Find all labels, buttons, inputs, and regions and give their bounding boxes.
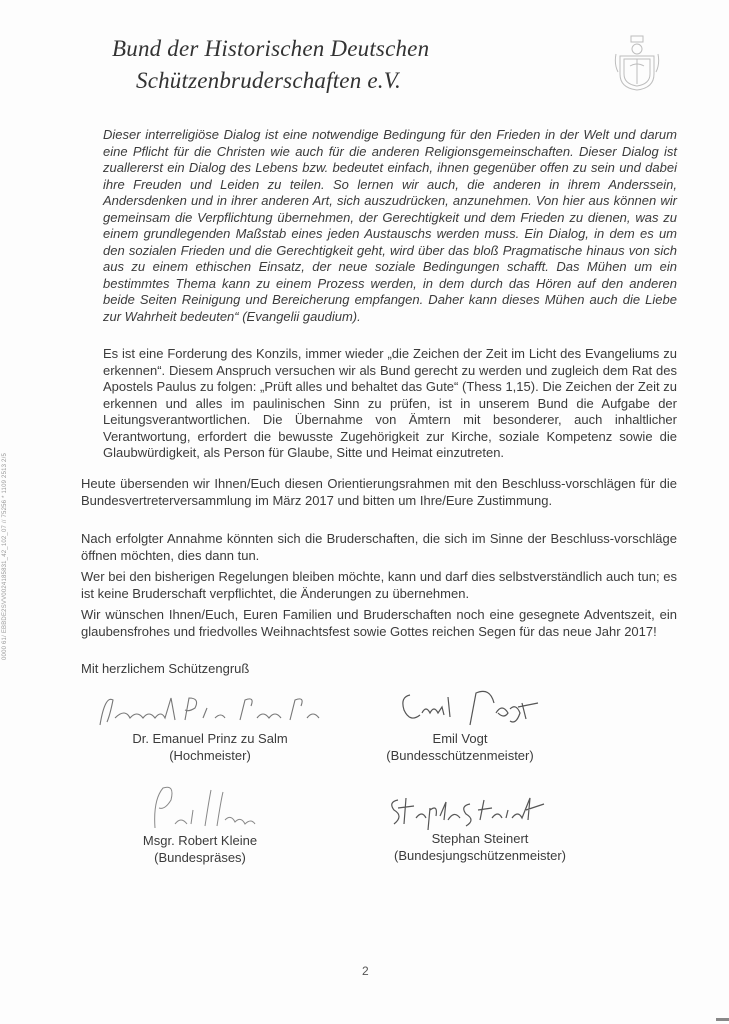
- signature-salm: [85, 690, 335, 730]
- signatory-name: Stephan Steinert: [431, 831, 529, 846]
- signatory-role: (Bundesjungschützenmeister): [394, 848, 566, 863]
- konzil-paragraph: Es ist eine Forderung des Konzils, immer wieder „die Zeichen der Zeit im Licht des Evangeliums zu erkennen“. Diesem Anspruch versuchen wir als Bund gerecht zu werden und zugleich dem Rat des Apostels Paulus zu folgen: „Prüft alles und behaltet das Gute“ (Thess 1,15). Die Zeichen der Zeit zu erkennen und alles im paulinischen Sinn zu prüfen, ist in unserem Bund die Aufgabe der Leitungsverantwortlichen. Die Übernahme von Ämtern mit besonderer, auch inhaltlicher Verantwortung, erfordert die bewusste Zugehörigkeit zur Kirche, soziale Kompetenz sowie die Glaubwürdigkeit, als Person für Glaube, Sitte und Heimat einzutreten.: [103, 346, 677, 460]
- signature-steinert: [380, 790, 580, 830]
- signatory-kleine: [110, 780, 290, 866]
- signature-vogt: [380, 685, 540, 730]
- signatory-role: (Bundesschützenmeister): [386, 748, 534, 763]
- wunsch-paragraph: Wir wünschen Ihnen/Euch, Euren Familien und Bruderschaften noch eine gesegnete Adventszeit, ein glaubensfrohes und friedvolles Weihnachtsfest sowie Gottes reichen Segen für das neue Jahr 2017!: [81, 607, 677, 639]
- scan-corner-mark: [716, 1018, 729, 1021]
- signatory-name: Msgr. Robert Kleine: [142, 833, 258, 848]
- signature-kleine: [125, 780, 275, 832]
- heute-paragraph: Heute übersenden wir Ihnen/Euch diesen Orientierungsrahmen mit den Beschluss-vorschlägen für die Bundesvertreterversammlung im März 2017 und bitten um Ihre/Eure Zustimmung.: [81, 476, 677, 508]
- scan-margin-code: 0000 61/ EBBDE2SVV0024185831_42_102_07 // 75256 * 1109 2513 2/5: [2, 453, 8, 660]
- page-number: 2: [362, 964, 369, 978]
- quote-paragraph: Dieser interreligiöse Dialog ist eine notwendige Bedingung für den Frieden in der Welt und darum eine Pflicht für die Christen wie auch für die anderen Religionsgemeinschaften. Dieser Dialog ist zuallererst ein Dialog des Lebens bzw. bedeutet einfach, ihnen gegenüber offen zu sein und dabei ihre Freuden und Leiden zu teilen. So lernen wir auch, die anderen in ihrem Anderssein, Andersdenken und in ihrer anderen Art, sich auszudrücken, anzunehmen. Von hier aus können wir gemeinsam die Verpflichtung übernehmen, der Gerechtigkeit und dem Frieden zu dienen, was zu einem grundlegenden Maßstab eines jeden Austauschs werden muss. Ein Dialog, in dem es um den sozialen Frieden und die Gerechtigkeit geht, wird über das bloß Pragmatische hinaus von sich aus zu einem ethischen Einsatz, der neue soziale Bedingungen schafft. Das Mühen um ein bestimmtes Thema kann zu einem Prozess werden, in dem durch das Hören auf den anderen beide Seiten Reinigung und Bereicherung empfangen. Daher kann dieses Mühen auch die Liebe zur Wahrheit bedeuten“ (Evangelii gaudium).: [103, 127, 677, 324]
- wer-paragraph: Wer bei den bisherigen Regelungen bleiben möchte, kann und darf dies selbstverständlich auch tun; es ist keine Bruderschaft verpflichtet, die Änderungen zu übernehmen.: [81, 569, 677, 601]
- greeting: Mit herzlichem Schützengruß: [81, 661, 250, 676]
- signatory-vogt: [360, 685, 560, 764]
- signatory-name: Dr. Emanuel Prinz zu Salm: [132, 731, 288, 746]
- letterhead-line-2: Schützenbruderschaften e.V.: [136, 68, 401, 93]
- signatory-role: (Hochmeister): [169, 748, 251, 763]
- signatory-role: (Bundespräses): [154, 850, 246, 865]
- nach-paragraph: Nach erfolgter Annahme könnten sich die Bruderschaften, die sich im Sinne der Beschluss-vorschläge öffnen möchten, dies dann tun.: [81, 531, 677, 563]
- signatory-salm: [80, 690, 340, 764]
- coat-of-arms-icon: [614, 34, 660, 92]
- letterhead-line-1: Bund der Historischen Deutschen: [112, 36, 430, 61]
- signatory-name: Emil Vogt: [432, 731, 488, 746]
- letterhead: [112, 33, 429, 97]
- signatory-steinert: [370, 790, 590, 864]
